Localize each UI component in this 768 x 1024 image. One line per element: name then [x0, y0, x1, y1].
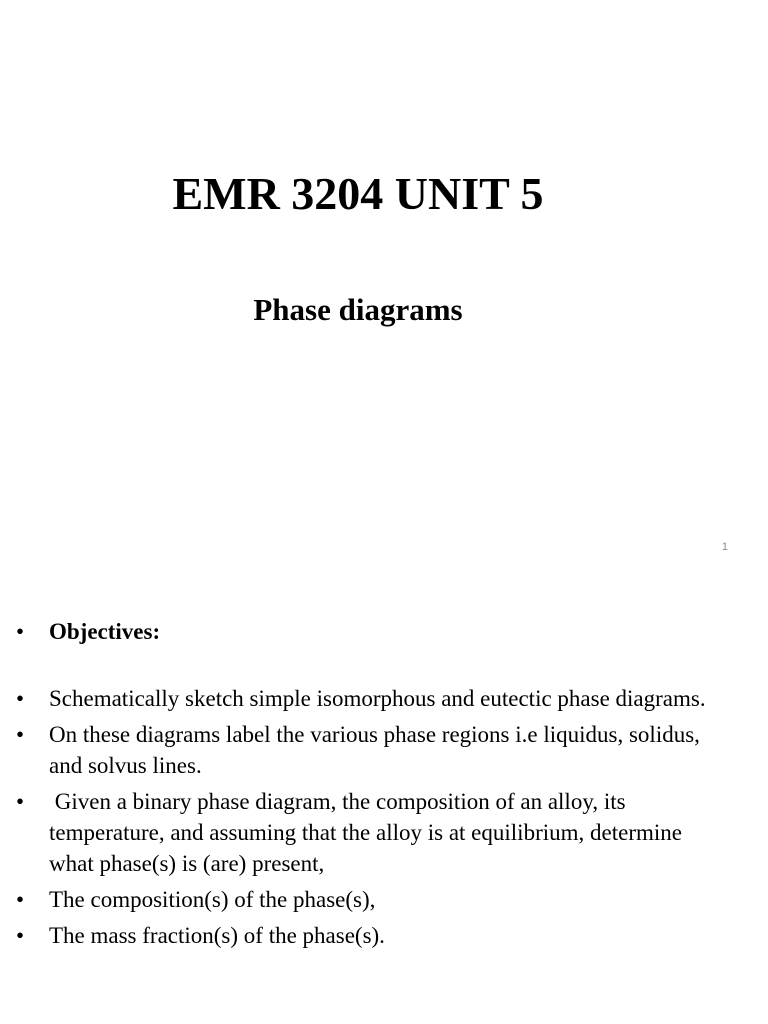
objectives-heading — [16, 616, 716, 647]
slide-subtitle: Phase diagrams — [253, 292, 463, 327]
bullet-marker: • — [16, 789, 25, 814]
list-item-text: On these diagrams label the various phase regions i.e liquidus, solidus, and solvus lines. — [49, 722, 700, 778]
list-item-text: The mass fraction(s) of the phase(s). — [49, 923, 385, 948]
heading-text: Objectives: — [49, 619, 161, 644]
bullet-marker: • — [16, 686, 25, 711]
bullet-marker: • — [16, 923, 25, 948]
list-item — [16, 786, 716, 879]
bullet-marker: • — [16, 887, 25, 912]
bullet-marker: • — [16, 722, 25, 747]
slide-title: EMR 3204 UNIT 5 — [172, 168, 544, 219]
page-number: 1 — [721, 541, 728, 553]
list-item — [16, 884, 716, 915]
list-item-text: The composition(s) of the phase(s), — [49, 887, 376, 912]
list-item-text: Schematically sketch simple isomorphous and eutectic phase diagrams. — [49, 686, 706, 711]
list-item-text: Given a binary phase diagram, the composition of an alloy, its temperature, and assuming that the alloy is at equilibrium, determine what phase(s) is (are) present, — [49, 789, 688, 876]
bullet-marker: • — [16, 619, 25, 644]
slide-2 — [0, 576, 768, 1024]
list-item — [16, 683, 716, 714]
objectives-list — [16, 616, 716, 956]
list-item — [16, 920, 716, 951]
list-item — [16, 719, 716, 781]
